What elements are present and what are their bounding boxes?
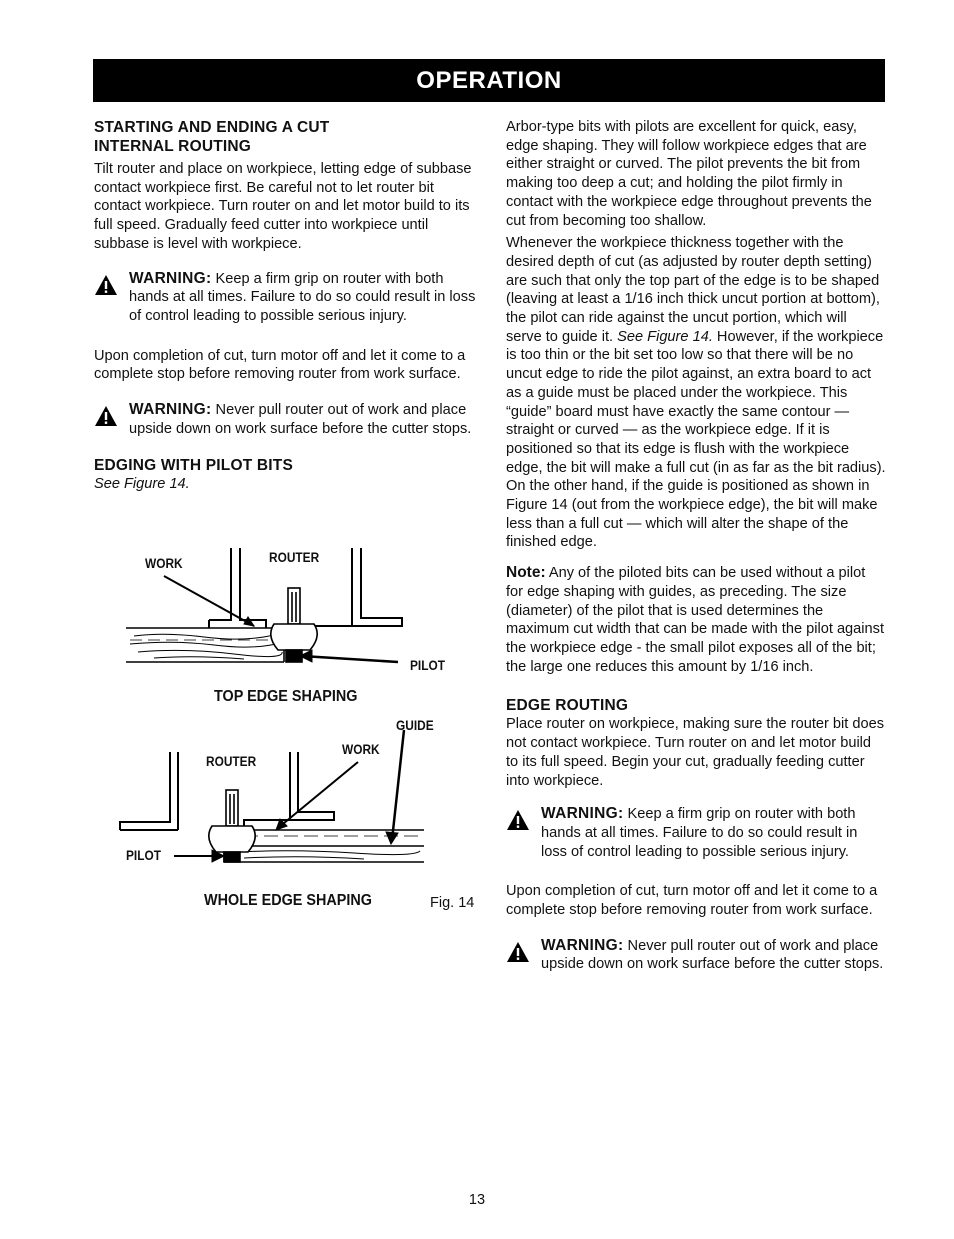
warning-text: Never pull router out of work and place upside down on work surface before the cutter stops. [541, 937, 884, 973]
label-pilot-bottom: PILOT [126, 848, 161, 863]
label-guide: GUIDE [396, 718, 434, 733]
figure-14 [94, 540, 482, 920]
note-text: Any of the piloted bits can be used without a pilot for edge shaping with guides, as preceding. The size (diameter) of the pilot that is used determines the maximum cut width that can be made with the pilot against the workpiece edge - the small pilot exposes all of the bit; the large one reduces this amount by 1/16 inch. [506, 565, 885, 675]
section-banner: OPERATION [93, 59, 885, 102]
warning-icon [94, 405, 118, 427]
warning-text: Keep a firm grip on router with both hands at all times. Failure to do so could result in loss of control leading to possible serious injury. [541, 806, 858, 860]
label-router-top: ROUTER [269, 550, 320, 565]
paragraph-arbor-bits: Arbor-type bits with pilots are excellent for quick, easy, edge shaping. They will follow workpiece edges that are either straight or curved. The pilot prevents the bit from making too deep a cut; and holding the pilot firmly in contact with the workpiece edge throughout prevents the cut from becoming too shallow. [506, 119, 872, 229]
warning-block-grip [94, 270, 482, 326]
warning-block-pull [94, 401, 482, 438]
paragraph-workpiece-thickness [506, 234, 886, 552]
paragraph-edge-routing: Place router on workpiece, making sure the router bit does not contact workpiece. Turn router on and let motor build to its full speed. Begin your cut, gradually feeding cutter into workpiece. [506, 716, 885, 789]
see-figure-ref: See Figure 14. [94, 476, 190, 493]
right-column [506, 118, 886, 974]
warning-text: Keep a firm grip on router with both hands at all times. Failure to do so could result in loss of control leading to possible serious injury. [129, 270, 476, 324]
warning-block-pull [506, 937, 886, 974]
paragraph-completion: Upon completion of cut, turn motor off and let it come to a complete stop before removing router from work surface. [506, 883, 878, 919]
warning-label: WARNING: [129, 401, 212, 419]
paragraph-internal-routing: Tilt router and place on workpiece, letting edge of subbase contact workpiece first. Be careful not to let router bit contact workpiece. Turn router on and let motor build to its full speed. Gradually feed cutter into workpiece until subbase is level with workpiece. [94, 161, 472, 252]
heading-starting-ending-cut: STARTING AND ENDING A CUT [94, 119, 330, 136]
paragraph-text: Whenever the workpiece thickness together with the desired depth of cut (as adjusted by router depth setting) are such that only the top part of the edge is to be shaped (leaving at least a 1/16 inch thick uncut portion at bottom), the pilot can ride against the uncut portion, which will serve to guide it. [506, 235, 880, 345]
page-number: 13 [468, 1192, 486, 1208]
note-label: Note: [506, 564, 546, 582]
figure-number: Fig. 14 [430, 895, 475, 911]
heading-edge-routing: EDGE ROUTING [506, 697, 629, 715]
left-column [94, 118, 482, 494]
warning-icon [94, 274, 118, 296]
paragraph-note [506, 564, 886, 676]
warning-label: WARNING: [129, 269, 212, 287]
paragraph-completion: Upon completion of cut, turn motor off and let it come to a complete stop before removing router from work surface. [94, 347, 466, 383]
warning-label: WARNING: [541, 936, 624, 954]
warning-icon [506, 941, 530, 963]
bottom-router-bit [209, 790, 255, 862]
caption-top-edge-shaping: TOP EDGE SHAPING [214, 688, 358, 705]
paragraph-text: However, if the workpiece is too thin or the bit set too low so that there will be no uncut edge to ride the pilot against, an extra board to act as a guide must be placed under the workpiece. This “guide” board must have exactly the same contour — straight or curved — as the workpiece edge. If it is positioned so that its edge is flush with the workpiece edge, the bit will make a full cut (in as far as the bit radius). On the other hand, if the guide is positioned as shown in Figure 14 (out from the workpiece edge), the bit will make less than a full cut — which will alter the shape of the finished edge. [506, 328, 886, 551]
label-router-bottom: ROUTER [206, 754, 257, 769]
see-figure-ref: See Figure 14. [617, 328, 713, 345]
label-work-bottom: WORK [342, 742, 380, 757]
warning-block-grip [506, 805, 886, 861]
label-work-top: WORK [145, 556, 183, 571]
heading-internal-routing: INTERNAL ROUTING [94, 138, 252, 155]
caption-whole-edge-shaping: WHOLE EDGE SHAPING [204, 892, 373, 909]
warning-icon [506, 809, 530, 831]
warning-text: Never pull router out of work and place upside down on work surface before the cutter stops. [129, 402, 472, 437]
top-workpiece-board [126, 628, 290, 662]
warning-label: WARNING: [541, 805, 624, 823]
heading-edging-pilot-bits: EDGING WITH PILOT BITS [94, 457, 294, 475]
label-pilot-top: PILOT [410, 658, 445, 673]
